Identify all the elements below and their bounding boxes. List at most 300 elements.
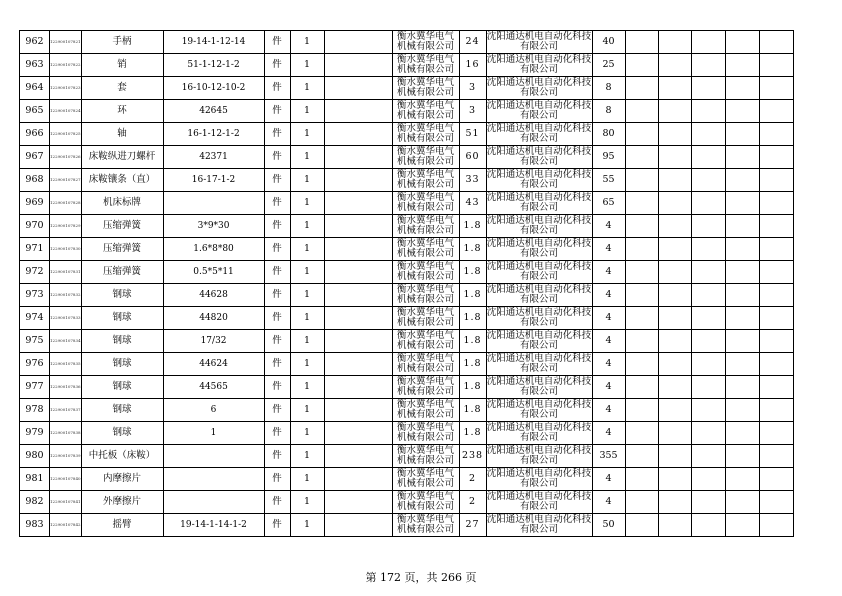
blank-cell (725, 284, 759, 307)
blank-cell (324, 215, 392, 238)
item-number-cell: 969 (20, 192, 50, 215)
blank-cell (625, 376, 658, 399)
quantity-cell: 1 (290, 146, 324, 169)
material-code-cell: 122900107821 (50, 31, 82, 54)
blank-cell (658, 330, 691, 353)
supplier-cell: 衡水冀华电气机械有限公司 (392, 215, 459, 238)
supplier-cell: 衡水冀华电气机械有限公司 (392, 100, 459, 123)
supplier-cell: 衡水冀华电气机械有限公司 (392, 146, 459, 169)
blank-cell (324, 261, 392, 284)
item-name-cell: 床鞍镶条（直） (81, 169, 163, 192)
unit-cell: 件 (264, 238, 290, 261)
blank-cell (625, 307, 658, 330)
item-name-cell: 床鞍纵进刀螺杆 (81, 146, 163, 169)
amount-cell: 4 (592, 422, 625, 445)
blank-cell (691, 77, 725, 100)
blank-cell (658, 123, 691, 146)
blank-cell (725, 169, 759, 192)
amount-cell: 8 (592, 77, 625, 100)
quantity-cell: 1 (290, 54, 324, 77)
blank-cell (691, 261, 725, 284)
buyer-cell: 沈阳通达机电自动化科技有限公司 (486, 99, 592, 121)
quantity-cell: 1 (290, 215, 324, 238)
blank-cell (625, 169, 658, 192)
blank-cell (324, 146, 392, 169)
material-code-cell: 122900107836 (50, 376, 82, 399)
item-number-cell: 975 (20, 330, 50, 353)
blank-cell (725, 307, 759, 330)
item-name-cell: 外摩擦片 (81, 491, 163, 514)
quantity-cell: 1 (290, 353, 324, 376)
price-cell: 1.8 (459, 307, 486, 330)
blank-cell (759, 491, 793, 514)
material-code-cell: 122900107824 (50, 100, 82, 123)
material-code-cell: 122900107825 (50, 123, 82, 146)
blank-cell (691, 491, 725, 514)
price-cell: 2 (459, 468, 486, 491)
blank-cell (658, 215, 691, 238)
material-code-cell: 122900107833 (50, 307, 82, 330)
material-code-cell: 122900107826 (50, 146, 82, 169)
blank-cell (658, 100, 691, 123)
unit-cell: 件 (264, 261, 290, 284)
amount-cell: 4 (592, 261, 625, 284)
blank-cell (324, 77, 392, 100)
buyer-cell: 沈阳通达机电自动化科技有限公司 (486, 30, 592, 52)
item-number-cell: 977 (20, 376, 50, 399)
unit-cell: 件 (264, 376, 290, 399)
blank-cell (725, 445, 759, 468)
supplier-cell: 衡水冀华电气机械有限公司 (392, 123, 459, 146)
supplier-cell: 衡水冀华电气机械有限公司 (392, 238, 459, 261)
blank-cell (625, 330, 658, 353)
item-name-cell: 内摩擦片 (81, 468, 163, 491)
item-name-cell: 套 (81, 77, 163, 100)
spec-cell: 17/32 (163, 330, 264, 353)
buyer-cell: 沈阳通达机电自动化科技有限公司 (486, 214, 592, 236)
blank-cell (625, 284, 658, 307)
table-row (20, 307, 794, 330)
material-code-cell: 122900107837 (50, 399, 82, 422)
blank-cell (324, 468, 392, 491)
quantity-cell: 1 (290, 100, 324, 123)
item-name-cell: 钢球 (81, 284, 163, 307)
item-number-cell: 973 (20, 284, 50, 307)
blank-cell (658, 238, 691, 261)
blank-cell (625, 31, 658, 54)
blank-cell (759, 31, 793, 54)
buyer-cell: 沈阳通达机电自动化科技有限公司 (486, 329, 592, 351)
blank-cell (625, 261, 658, 284)
blank-cell (324, 123, 392, 146)
unit-cell: 件 (264, 422, 290, 445)
spec-cell: 0.5*5*11 (163, 261, 264, 284)
price-cell: 1.8 (459, 422, 486, 445)
blank-cell (324, 307, 392, 330)
amount-cell: 50 (592, 514, 625, 537)
unit-cell: 件 (264, 491, 290, 514)
spec-cell: 42645 (163, 100, 264, 123)
blank-cell (759, 146, 793, 169)
table-row (20, 169, 794, 192)
unit-cell: 件 (264, 307, 290, 330)
buyer-cell: 沈阳通达机电自动化科技有限公司 (486, 398, 592, 420)
spec-cell: 1 (163, 422, 264, 445)
price-table (19, 30, 794, 537)
buyer-cell: 沈阳通达机电自动化科技有限公司 (486, 490, 592, 512)
quantity-cell: 1 (290, 169, 324, 192)
supplier-cell: 衡水冀华电气机械有限公司 (392, 330, 459, 353)
amount-cell: 65 (592, 192, 625, 215)
item-name-cell: 压缩弹簧 (81, 238, 163, 261)
buyer-cell: 沈阳通达机电自动化科技有限公司 (486, 191, 592, 213)
price-cell: 1.8 (459, 376, 486, 399)
blank-cell (625, 445, 658, 468)
quantity-cell: 1 (290, 468, 324, 491)
blank-cell (658, 514, 691, 537)
quantity-cell: 1 (290, 491, 324, 514)
price-cell: 51 (459, 123, 486, 146)
table-row (20, 54, 794, 77)
amount-cell: 4 (592, 376, 625, 399)
amount-cell: 4 (592, 399, 625, 422)
blank-cell (324, 422, 392, 445)
blank-cell (759, 376, 793, 399)
spec-cell: 44624 (163, 353, 264, 376)
blank-cell (625, 399, 658, 422)
price-cell: 1.8 (459, 261, 486, 284)
blank-cell (725, 77, 759, 100)
blank-cell (658, 284, 691, 307)
item-number-cell: 970 (20, 215, 50, 238)
price-cell: 16 (459, 54, 486, 77)
unit-cell: 件 (264, 514, 290, 537)
blank-cell (725, 31, 759, 54)
table-row (20, 261, 794, 284)
blank-cell (759, 307, 793, 330)
blank-cell (625, 192, 658, 215)
item-name-cell: 轴 (81, 123, 163, 146)
table-row (20, 353, 794, 376)
blank-cell (759, 54, 793, 77)
blank-cell (691, 514, 725, 537)
quantity-cell: 1 (290, 77, 324, 100)
blank-cell (691, 192, 725, 215)
price-cell: 1.8 (459, 399, 486, 422)
blank-cell (625, 353, 658, 376)
blank-cell (625, 491, 658, 514)
buyer-cell: 沈阳通达机电自动化科技有限公司 (486, 283, 592, 305)
blank-cell (691, 284, 725, 307)
quantity-cell: 1 (290, 330, 324, 353)
material-code-cell: 122900107830 (50, 238, 82, 261)
buyer-cell: 沈阳通达机电自动化科技有限公司 (486, 145, 592, 167)
item-name-cell: 钢球 (81, 422, 163, 445)
material-code-cell: 122900107840 (50, 468, 82, 491)
buyer-cell: 沈阳通达机电自动化科技有限公司 (486, 76, 592, 98)
buyer-cell: 沈阳通达机电自动化科技有限公司 (486, 306, 592, 328)
blank-cell (324, 514, 392, 537)
blank-cell (759, 215, 793, 238)
blank-cell (625, 215, 658, 238)
amount-cell: 4 (592, 307, 625, 330)
material-code-cell: 122900107829 (50, 215, 82, 238)
spec-cell (163, 192, 264, 215)
price-cell: 1.8 (459, 238, 486, 261)
material-code-cell: 122900107822 (50, 54, 82, 77)
blank-cell (658, 468, 691, 491)
table-row (20, 514, 794, 537)
blank-cell (759, 123, 793, 146)
supplier-cell: 衡水冀华电气机械有限公司 (392, 307, 459, 330)
spec-cell (163, 468, 264, 491)
unit-cell: 件 (264, 100, 290, 123)
item-number-cell: 979 (20, 422, 50, 445)
item-number-cell: 976 (20, 353, 50, 376)
blank-cell (691, 146, 725, 169)
blank-cell (324, 330, 392, 353)
material-code-cell: 122900107828 (50, 192, 82, 215)
blank-cell (658, 353, 691, 376)
item-name-cell: 机床标牌 (81, 192, 163, 215)
price-cell: 27 (459, 514, 486, 537)
blank-cell (324, 284, 392, 307)
unit-cell: 件 (264, 468, 290, 491)
blank-cell (658, 445, 691, 468)
blank-cell (324, 169, 392, 192)
material-code-cell: 122900107831 (50, 261, 82, 284)
price-cell: 33 (459, 169, 486, 192)
item-number-cell: 974 (20, 307, 50, 330)
amount-cell: 80 (592, 123, 625, 146)
blank-cell (725, 491, 759, 514)
buyer-cell: 沈阳通达机电自动化科技有限公司 (486, 444, 592, 466)
blank-cell (625, 100, 658, 123)
blank-cell (625, 514, 658, 537)
item-number-cell: 980 (20, 445, 50, 468)
table-row (20, 215, 794, 238)
blank-cell (324, 238, 392, 261)
spec-cell (163, 491, 264, 514)
price-cell: 43 (459, 192, 486, 215)
blank-cell (759, 468, 793, 491)
supplier-cell: 衡水冀华电气机械有限公司 (392, 77, 459, 100)
buyer-cell: 沈阳通达机电自动化科技有限公司 (486, 421, 592, 443)
supplier-cell: 衡水冀华电气机械有限公司 (392, 399, 459, 422)
blank-cell (759, 238, 793, 261)
item-name-cell: 销 (81, 54, 163, 77)
blank-cell (691, 31, 725, 54)
item-name-cell: 中托板（床鞍） (81, 445, 163, 468)
spec-cell: 44628 (163, 284, 264, 307)
item-name-cell: 压缩弹簧 (81, 261, 163, 284)
blank-cell (725, 215, 759, 238)
blank-cell (324, 491, 392, 514)
supplier-cell: 衡水冀华电气机械有限公司 (392, 491, 459, 514)
item-name-cell: 钢球 (81, 353, 163, 376)
table-row (20, 31, 794, 54)
table-row (20, 445, 794, 468)
buyer-cell: 沈阳通达机电自动化科技有限公司 (486, 352, 592, 374)
blank-cell (324, 353, 392, 376)
quantity-cell: 1 (290, 307, 324, 330)
blank-cell (658, 307, 691, 330)
supplier-cell: 衡水冀华电气机械有限公司 (392, 422, 459, 445)
blank-cell (725, 330, 759, 353)
blank-cell (658, 54, 691, 77)
supplier-cell: 衡水冀华电气机械有限公司 (392, 169, 459, 192)
supplier-cell: 衡水冀华电气机械有限公司 (392, 192, 459, 215)
blank-cell (759, 261, 793, 284)
blank-cell (691, 54, 725, 77)
blank-cell (691, 330, 725, 353)
price-cell: 1.8 (459, 330, 486, 353)
table-row (20, 491, 794, 514)
blank-cell (691, 169, 725, 192)
table-row (20, 123, 794, 146)
material-code-cell: 122900107839 (50, 445, 82, 468)
blank-cell (725, 468, 759, 491)
blank-cell (759, 169, 793, 192)
blank-cell (658, 399, 691, 422)
item-name-cell: 钢球 (81, 307, 163, 330)
supplier-cell: 衡水冀华电气机械有限公司 (392, 514, 459, 537)
blank-cell (759, 445, 793, 468)
unit-cell: 件 (264, 330, 290, 353)
blank-cell (658, 491, 691, 514)
item-name-cell: 钢球 (81, 399, 163, 422)
table-row (20, 468, 794, 491)
blank-cell (658, 376, 691, 399)
quantity-cell: 1 (290, 376, 324, 399)
table-row (20, 330, 794, 353)
price-cell: 1.8 (459, 353, 486, 376)
quantity-cell: 1 (290, 123, 324, 146)
quantity-cell: 1 (290, 399, 324, 422)
supplier-cell: 衡水冀华电气机械有限公司 (392, 284, 459, 307)
blank-cell (725, 192, 759, 215)
unit-cell: 件 (264, 77, 290, 100)
item-number-cell: 965 (20, 100, 50, 123)
table-row (20, 100, 794, 123)
quantity-cell: 1 (290, 445, 324, 468)
blank-cell (759, 399, 793, 422)
spec-cell: 1.6*8*80 (163, 238, 264, 261)
item-number-cell: 963 (20, 54, 50, 77)
blank-cell (658, 77, 691, 100)
item-number-cell: 966 (20, 123, 50, 146)
unit-cell: 件 (264, 215, 290, 238)
table-row (20, 376, 794, 399)
blank-cell (691, 123, 725, 146)
blank-cell (658, 31, 691, 54)
quantity-cell: 1 (290, 238, 324, 261)
buyer-cell: 沈阳通达机电自动化科技有限公司 (486, 375, 592, 397)
blank-cell (691, 238, 725, 261)
amount-cell: 25 (592, 54, 625, 77)
item-name-cell: 摇臂 (81, 514, 163, 537)
unit-cell: 件 (264, 353, 290, 376)
quantity-cell: 1 (290, 192, 324, 215)
blank-cell (725, 376, 759, 399)
item-number-cell: 971 (20, 238, 50, 261)
quantity-cell: 1 (290, 284, 324, 307)
page-footer: 第 172 页，共 266 页 (365, 571, 477, 584)
unit-cell: 件 (264, 146, 290, 169)
spec-cell: 16-10-12-10-2 (163, 77, 264, 100)
buyer-cell: 沈阳通达机电自动化科技有限公司 (486, 122, 592, 144)
blank-cell (658, 146, 691, 169)
blank-cell (725, 54, 759, 77)
material-code-cell: 122900107832 (50, 284, 82, 307)
unit-cell: 件 (264, 54, 290, 77)
amount-cell: 95 (592, 146, 625, 169)
spec-cell: 19-14-1-14-1-2 (163, 514, 264, 537)
unit-cell: 件 (264, 399, 290, 422)
blank-cell (691, 100, 725, 123)
item-number-cell: 964 (20, 77, 50, 100)
blank-cell (324, 399, 392, 422)
item-number-cell: 978 (20, 399, 50, 422)
buyer-cell: 沈阳通达机电自动化科技有限公司 (486, 513, 592, 535)
blank-cell (691, 468, 725, 491)
material-code-cell: 122900107841 (50, 491, 82, 514)
amount-cell: 40 (592, 31, 625, 54)
unit-cell: 件 (264, 284, 290, 307)
material-code-cell: 122900107842 (50, 514, 82, 537)
material-code-cell: 122900107835 (50, 353, 82, 376)
buyer-cell: 沈阳通达机电自动化科技有限公司 (486, 467, 592, 489)
material-code-cell: 122900107827 (50, 169, 82, 192)
supplier-cell: 衡水冀华电气机械有限公司 (392, 261, 459, 284)
blank-cell (725, 514, 759, 537)
buyer-cell: 沈阳通达机电自动化科技有限公司 (486, 168, 592, 190)
spec-cell: 3*9*30 (163, 215, 264, 238)
blank-cell (691, 399, 725, 422)
spec-cell (163, 445, 264, 468)
material-code-cell: 122900107834 (50, 330, 82, 353)
spec-cell: 16-17-1-2 (163, 169, 264, 192)
spec-cell: 42371 (163, 146, 264, 169)
amount-cell: 355 (592, 445, 625, 468)
item-number-cell: 972 (20, 261, 50, 284)
blank-cell (759, 77, 793, 100)
blank-cell (691, 376, 725, 399)
buyer-cell: 沈阳通达机电自动化科技有限公司 (486, 237, 592, 259)
blank-cell (759, 422, 793, 445)
blank-cell (691, 215, 725, 238)
supplier-cell: 衡水冀华电气机械有限公司 (392, 353, 459, 376)
buyer-cell: 沈阳通达机电自动化科技有限公司 (486, 53, 592, 75)
blank-cell (691, 422, 725, 445)
spec-cell: 51-1-12-1-2 (163, 54, 264, 77)
amount-cell: 4 (592, 491, 625, 514)
blank-cell (725, 422, 759, 445)
blank-cell (658, 192, 691, 215)
item-number-cell: 981 (20, 468, 50, 491)
price-cell: 238 (459, 445, 486, 468)
spec-cell: 6 (163, 399, 264, 422)
amount-cell: 4 (592, 215, 625, 238)
material-code-cell: 122900107823 (50, 77, 82, 100)
blank-cell (324, 445, 392, 468)
blank-cell (691, 445, 725, 468)
spec-cell: 16-1-12-1-2 (163, 123, 264, 146)
blank-cell (759, 514, 793, 537)
table-row (20, 146, 794, 169)
amount-cell: 4 (592, 284, 625, 307)
blank-cell (691, 307, 725, 330)
